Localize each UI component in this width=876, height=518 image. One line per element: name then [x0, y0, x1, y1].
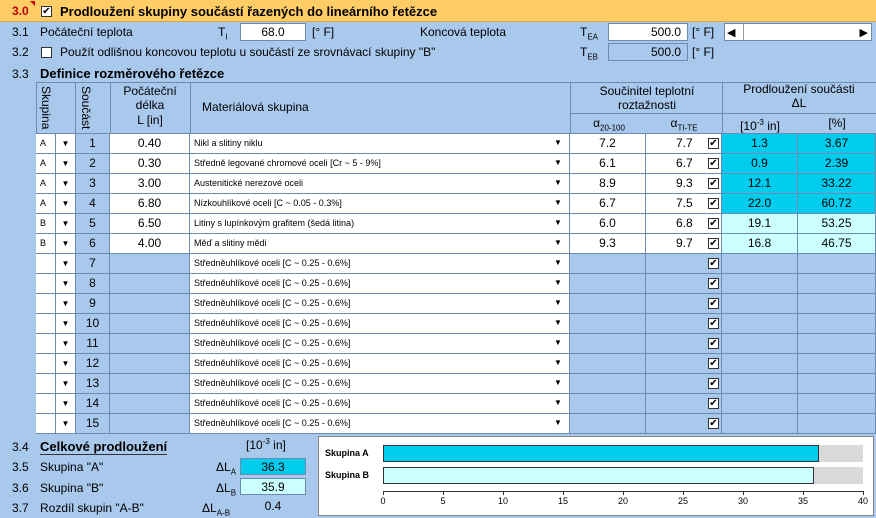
material-select[interactable]: Středněuhlíkové oceli [C ~ 0.25 - 0.6%]	[190, 254, 570, 274]
row-number-3-2: 3.2	[12, 45, 29, 59]
header-coef-2: roztažnosti	[617, 98, 677, 112]
group-dropdown-icon[interactable]: ▼	[56, 134, 76, 154]
group-select[interactable]	[36, 374, 56, 394]
chart-tick-mark	[683, 491, 684, 495]
group-dropdown-icon[interactable]: ▼	[56, 374, 76, 394]
part-number: 10	[76, 314, 110, 334]
elongation-value: 1.3	[722, 134, 798, 154]
length-input[interactable]	[110, 294, 190, 314]
alpha-checkbox[interactable]: ✔	[709, 278, 718, 289]
hdr-line	[570, 113, 876, 114]
alpha-checkbox[interactable]: ✔	[709, 418, 718, 429]
elongation-value: 16.8	[722, 234, 798, 254]
length-input[interactable]	[110, 314, 190, 334]
group-dropdown-icon[interactable]: ▼	[56, 154, 76, 174]
header-ext-1: Prodloužení součásti	[743, 82, 855, 96]
ti-symbol: $T_I$	[218, 25, 228, 42]
elongation-percent: 33.22	[798, 174, 876, 194]
material-select[interactable]: Středněuhlíkové oceli [C ~ 0.25 - 0.6%]	[190, 394, 570, 414]
length-input[interactable]: 0.40	[110, 134, 190, 154]
material-select[interactable]: Středněuhlíkové oceli [C ~ 0.25 - 0.6%]	[190, 414, 570, 434]
alpha-20-100: 9.3	[570, 234, 646, 254]
elongation-value: 0.9	[722, 154, 798, 174]
group-dropdown-icon[interactable]: ▼	[56, 334, 76, 354]
chart-bar	[383, 445, 819, 462]
hdr-line	[722, 82, 723, 134]
alpha-20-100: 6.0	[570, 214, 646, 234]
section-title: Prodloužení skupiny součástí řazených do lineárního řetězce	[60, 4, 438, 19]
material-dropdown-icon[interactable]: ▼	[554, 138, 562, 147]
elongation-value	[722, 254, 798, 274]
chart-tick-mark	[563, 491, 564, 495]
group-dropdown-icon[interactable]: ▼	[56, 254, 76, 274]
group-select[interactable]	[36, 354, 56, 374]
alpha-checkbox[interactable]: ✔	[709, 298, 718, 309]
elongation-percent: 3.67	[798, 134, 876, 154]
part-number: 15	[76, 414, 110, 434]
alpha-ti-te: 9.3	[646, 174, 722, 194]
elongation-percent	[798, 274, 876, 294]
part-number: 2	[76, 154, 110, 174]
alpha-20-100	[570, 374, 646, 394]
group-dropdown-icon[interactable]: ▼	[56, 274, 76, 294]
header-length-1: Počáteční	[123, 84, 177, 98]
chart-category-label: Skupina B	[325, 470, 370, 480]
dl-diff-symbol: $\Delta L_{A-B}$	[202, 501, 231, 518]
length-input[interactable]: 6.80	[110, 194, 190, 214]
group-select[interactable]: A	[36, 134, 56, 154]
material-select[interactable]: Středněuhlíkové oceli [C ~ 0.25 - 0.6%]	[190, 274, 570, 294]
material-select[interactable]: Středněuhlíkové oceli [C ~ 0.25 - 0.6%]	[190, 354, 570, 374]
chart-tick-label: 5	[440, 496, 446, 506]
elongation-percent: 53.25	[798, 214, 876, 234]
alpha-20-100	[570, 314, 646, 334]
length-input[interactable]: 4.00	[110, 234, 190, 254]
length-input[interactable]	[110, 354, 190, 374]
chart-tick-mark	[803, 491, 804, 495]
alpha-20-100: 6.7	[570, 194, 646, 214]
group-select[interactable]: A	[36, 154, 56, 174]
totals-chart	[318, 436, 874, 516]
group-select[interactable]: B	[36, 214, 56, 234]
group-select[interactable]	[36, 274, 56, 294]
group-select[interactable]	[36, 334, 56, 354]
part-number: 14	[76, 394, 110, 414]
elongation-percent	[798, 254, 876, 274]
alpha-checkbox[interactable]: ✔	[709, 138, 718, 149]
header-alpha-2: $\alpha_{TI-TE}$	[670, 116, 698, 133]
material-dropdown-icon[interactable]: ▼	[554, 218, 562, 227]
ti-unit: [° F]	[312, 25, 335, 39]
diff-value: 0.4	[264, 499, 282, 513]
material-dropdown-icon[interactable]: ▼	[554, 258, 562, 267]
scroll-left-icon[interactable]: ◀	[727, 27, 736, 39]
chart-tick-mark	[863, 491, 864, 495]
elongation-value: 22.0	[722, 194, 798, 214]
alpha-checkbox[interactable]: ✔	[709, 178, 718, 189]
header-material: Materiálová skupina	[202, 100, 309, 114]
header-ext-2: ΔL	[791, 96, 807, 110]
length-input[interactable]: 6.50	[110, 214, 190, 234]
chart-tick-mark	[623, 491, 624, 495]
tea-symbol: $T_{EA}$	[580, 25, 599, 42]
chain-title: Definice rozměrového řetězce	[40, 66, 225, 81]
final-temp-label: Koncová teplota	[420, 25, 507, 39]
section-enable-checkbox[interactable]: ✔	[42, 6, 51, 17]
group-dropdown-icon[interactable]: ▼	[56, 394, 76, 414]
hdr-line	[75, 82, 76, 134]
chart-tick-mark	[443, 491, 444, 495]
part-number: 9	[76, 294, 110, 314]
header-coef-1: Součinitel teplotní	[599, 84, 695, 98]
chart-tick-label: 35	[797, 496, 808, 506]
group-dropdown-icon[interactable]: ▼	[56, 214, 76, 234]
part-number: 8	[76, 274, 110, 294]
alt-temp-label: Použít odlišnou koncovou teplotu u součástí ze srovnávací skupiny "B"	[60, 45, 436, 59]
row-number-3-3: 3.3	[12, 67, 29, 81]
part-number: 5	[76, 214, 110, 234]
group-select[interactable]	[36, 294, 56, 314]
material-dropdown-icon[interactable]: ▼	[554, 298, 562, 307]
chart-tick-mark	[383, 491, 384, 495]
alpha-checkbox[interactable]: ✔	[709, 398, 718, 409]
chart-tick-label: 20	[617, 496, 628, 506]
part-number: 13	[76, 374, 110, 394]
row-number-3-4: 3.4	[12, 440, 29, 454]
length-input[interactable]: 0.30	[110, 154, 190, 174]
total-b-value: 35.9	[240, 478, 306, 495]
total-a-value: 36.3	[240, 458, 306, 475]
chart-tick-label: 10	[497, 496, 508, 506]
group-select[interactable]	[36, 414, 56, 434]
alpha-20-100	[570, 254, 646, 274]
alpha-checkbox[interactable]: ✔	[709, 318, 718, 329]
initial-temp-input[interactable]: 68.0	[240, 23, 306, 41]
elongation-value	[722, 414, 798, 434]
chart-tick-label: 40	[857, 496, 868, 506]
final-temp-a-input[interactable]: 500.0	[608, 23, 688, 41]
elongation-percent: 2.39	[798, 154, 876, 174]
row-number-3-1: 3.1	[12, 25, 29, 39]
part-number: 12	[76, 354, 110, 374]
elongation-value	[722, 314, 798, 334]
material-dropdown-icon[interactable]: ▼	[554, 318, 562, 327]
alpha-20-100	[570, 294, 646, 314]
elongation-value	[722, 294, 798, 314]
row-number-3-5: 3.5	[12, 460, 29, 474]
scroll-thumb[interactable]	[743, 24, 744, 40]
elongation-value	[722, 274, 798, 294]
alpha-ti-te: 6.8	[646, 214, 722, 234]
comment-marker-icon	[30, 1, 35, 6]
material-select[interactable]: Středněuhlíkové oceli [C ~ 0.25 - 0.6%]	[190, 334, 570, 354]
diff-label: Rozdíl skupin "A-B"	[40, 501, 144, 515]
row-number-3-7: 3.7	[12, 501, 29, 515]
alpha-20-100	[570, 334, 646, 354]
group-a-label: Skupina "A"	[40, 460, 104, 474]
header-ext-unit: [$10^{-3}$ in]	[740, 118, 780, 133]
chart-bar	[383, 467, 814, 484]
hdr-line	[190, 82, 191, 134]
material-select[interactable]: Středněuhlíkové oceli [C ~ 0.25 - 0.6%]	[190, 294, 570, 314]
totals-unit: [$10^{-3}$ in]	[246, 437, 286, 452]
alpha-checkbox[interactable]: ✔	[709, 238, 718, 249]
material-dropdown-icon[interactable]: ▼	[554, 378, 562, 387]
material-dropdown-icon[interactable]: ▼	[554, 238, 562, 247]
chart-tick-label: 25	[677, 496, 688, 506]
alpha-20-100: 8.9	[570, 174, 646, 194]
group-dropdown-icon[interactable]: ▼	[56, 294, 76, 314]
header-part: Součást	[79, 86, 93, 130]
elongation-percent	[798, 414, 876, 434]
material-select[interactable]: Nikl a slitiny niklu	[190, 134, 570, 154]
elongation-value	[722, 354, 798, 374]
elongation-percent	[798, 334, 876, 354]
header-length-3: L [in]	[137, 113, 163, 127]
material-select[interactable]: Nízkouhlíkové oceli [C ~ 0.05 - 0.3%]	[190, 194, 570, 214]
group-b-label: Skupina "B"	[40, 481, 104, 495]
row-number-3-6: 3.6	[12, 481, 29, 495]
alpha-checkbox[interactable]: ✔	[709, 218, 718, 229]
alt-temp-checkbox[interactable]	[41, 47, 52, 58]
tea-unit: [° F]	[692, 25, 715, 39]
material-select[interactable]: Středněuhlíkové oceli [C ~ 0.25 - 0.6%]	[190, 374, 570, 394]
hdr-line	[110, 82, 111, 134]
elongation-percent: 46.75	[798, 234, 876, 254]
chart-tick-label: 30	[737, 496, 748, 506]
chart-tick-label: 15	[557, 496, 568, 506]
length-input[interactable]	[110, 414, 190, 434]
group-select[interactable]: B	[36, 234, 56, 254]
length-input[interactable]	[110, 374, 190, 394]
chart-tick-label: 0	[380, 496, 386, 506]
elongation-percent	[798, 314, 876, 334]
part-number: 4	[76, 194, 110, 214]
elongation-percent	[798, 294, 876, 314]
alpha-ti-te: 6.7	[646, 154, 722, 174]
group-select[interactable]	[36, 394, 56, 414]
elongation-value: 19.1	[722, 214, 798, 234]
part-number: 1	[76, 134, 110, 154]
part-number: 7	[76, 254, 110, 274]
alpha-20-100: 6.1	[570, 154, 646, 174]
alpha-20-100	[570, 414, 646, 434]
alpha-20-100	[570, 274, 646, 294]
elongation-value: 12.1	[722, 174, 798, 194]
alpha-checkbox[interactable]: ✔	[709, 338, 718, 349]
length-input[interactable]	[110, 334, 190, 354]
material-dropdown-icon[interactable]: ▼	[554, 278, 562, 287]
group-dropdown-icon[interactable]: ▼	[56, 414, 76, 434]
group-select[interactable]: A	[36, 194, 56, 214]
material-dropdown-icon[interactable]: ▼	[554, 338, 562, 347]
material-dropdown-icon[interactable]: ▼	[554, 358, 562, 367]
dl-b-symbol: $\Delta L_B$	[216, 481, 237, 498]
material-dropdown-icon[interactable]: ▼	[554, 418, 562, 427]
alpha-checkbox[interactable]: ✔	[709, 198, 718, 209]
group-dropdown-icon[interactable]: ▼	[56, 354, 76, 374]
elongation-percent	[798, 354, 876, 374]
length-input[interactable]	[110, 274, 190, 294]
alpha-ti-te: 9.7	[646, 234, 722, 254]
header-length-2: délka	[135, 98, 165, 112]
material-dropdown-icon[interactable]: ▼	[554, 398, 562, 407]
material-dropdown-icon[interactable]: ▼	[554, 178, 562, 187]
material-dropdown-icon[interactable]: ▼	[554, 198, 562, 207]
group-dropdown-icon[interactable]: ▼	[56, 314, 76, 334]
initial-temp-label: Počáteční teplota	[40, 25, 133, 39]
material-select[interactable]: Měď a slitiny mědi	[190, 234, 570, 254]
teb-symbol: $T_{EB}$	[580, 45, 599, 62]
scroll-right-icon[interactable]: ▶	[859, 27, 868, 39]
alpha-ti-te: 7.7	[646, 134, 722, 154]
length-input[interactable]	[110, 394, 190, 414]
teb-unit: [° F]	[692, 45, 715, 59]
alpha-checkbox[interactable]: ✔	[709, 378, 718, 389]
header-alpha-1: $\alpha_{20-100}$	[593, 116, 625, 133]
elongation-percent: 60.72	[798, 194, 876, 214]
header-group: Skupina	[39, 86, 53, 130]
temperature-scrollbar[interactable]	[724, 23, 872, 41]
alpha-checkbox[interactable]: ✔	[709, 358, 718, 369]
dl-a-symbol: $\Delta L_A$	[216, 460, 237, 477]
length-input[interactable]: 3.00	[110, 174, 190, 194]
material-select[interactable]: Středněuhlíkové oceli [C ~ 0.25 - 0.6%]	[190, 314, 570, 334]
elongation-value	[722, 394, 798, 414]
final-temp-b-input[interactable]: 500.0	[608, 43, 688, 61]
elongation-value	[722, 374, 798, 394]
header-ext-pct: [%]	[828, 116, 846, 130]
alpha-20-100	[570, 354, 646, 374]
part-number: 3	[76, 174, 110, 194]
alpha-checkbox[interactable]: ✔	[709, 258, 718, 269]
material-select[interactable]: Litiny s lupínkovým grafitem (šedá litina)	[190, 214, 570, 234]
length-input[interactable]	[110, 254, 190, 274]
group-select[interactable]: A	[36, 174, 56, 194]
alpha-checkbox[interactable]: ✔	[709, 158, 718, 169]
group-dropdown-icon[interactable]: ▼	[56, 234, 76, 254]
part-number: 6	[76, 234, 110, 254]
hdr-line	[570, 82, 571, 134]
chart-category-label: Skupina A	[325, 448, 369, 458]
material-select[interactable]: Středně legované chromové oceli [Cr ~ 5 - 9%]	[190, 154, 570, 174]
part-number: 11	[76, 334, 110, 354]
group-select[interactable]	[36, 314, 56, 334]
elongation-percent	[798, 394, 876, 414]
elongation-percent	[798, 374, 876, 394]
alpha-ti-te: 7.5	[646, 194, 722, 214]
material-dropdown-icon[interactable]: ▼	[554, 158, 562, 167]
material-select[interactable]: Austenitické nerezové oceli	[190, 174, 570, 194]
elongation-value	[722, 334, 798, 354]
group-dropdown-icon[interactable]: ▼	[56, 174, 76, 194]
group-select[interactable]	[36, 254, 56, 274]
chart-tick-mark	[503, 491, 504, 495]
section-number: 3.0	[12, 4, 29, 18]
chart-tick-mark	[743, 491, 744, 495]
alpha-20-100: 7.2	[570, 134, 646, 154]
totals-title: Celkové prodloužení	[40, 439, 168, 454]
alpha-20-100	[570, 394, 646, 414]
group-dropdown-icon[interactable]: ▼	[56, 194, 76, 214]
